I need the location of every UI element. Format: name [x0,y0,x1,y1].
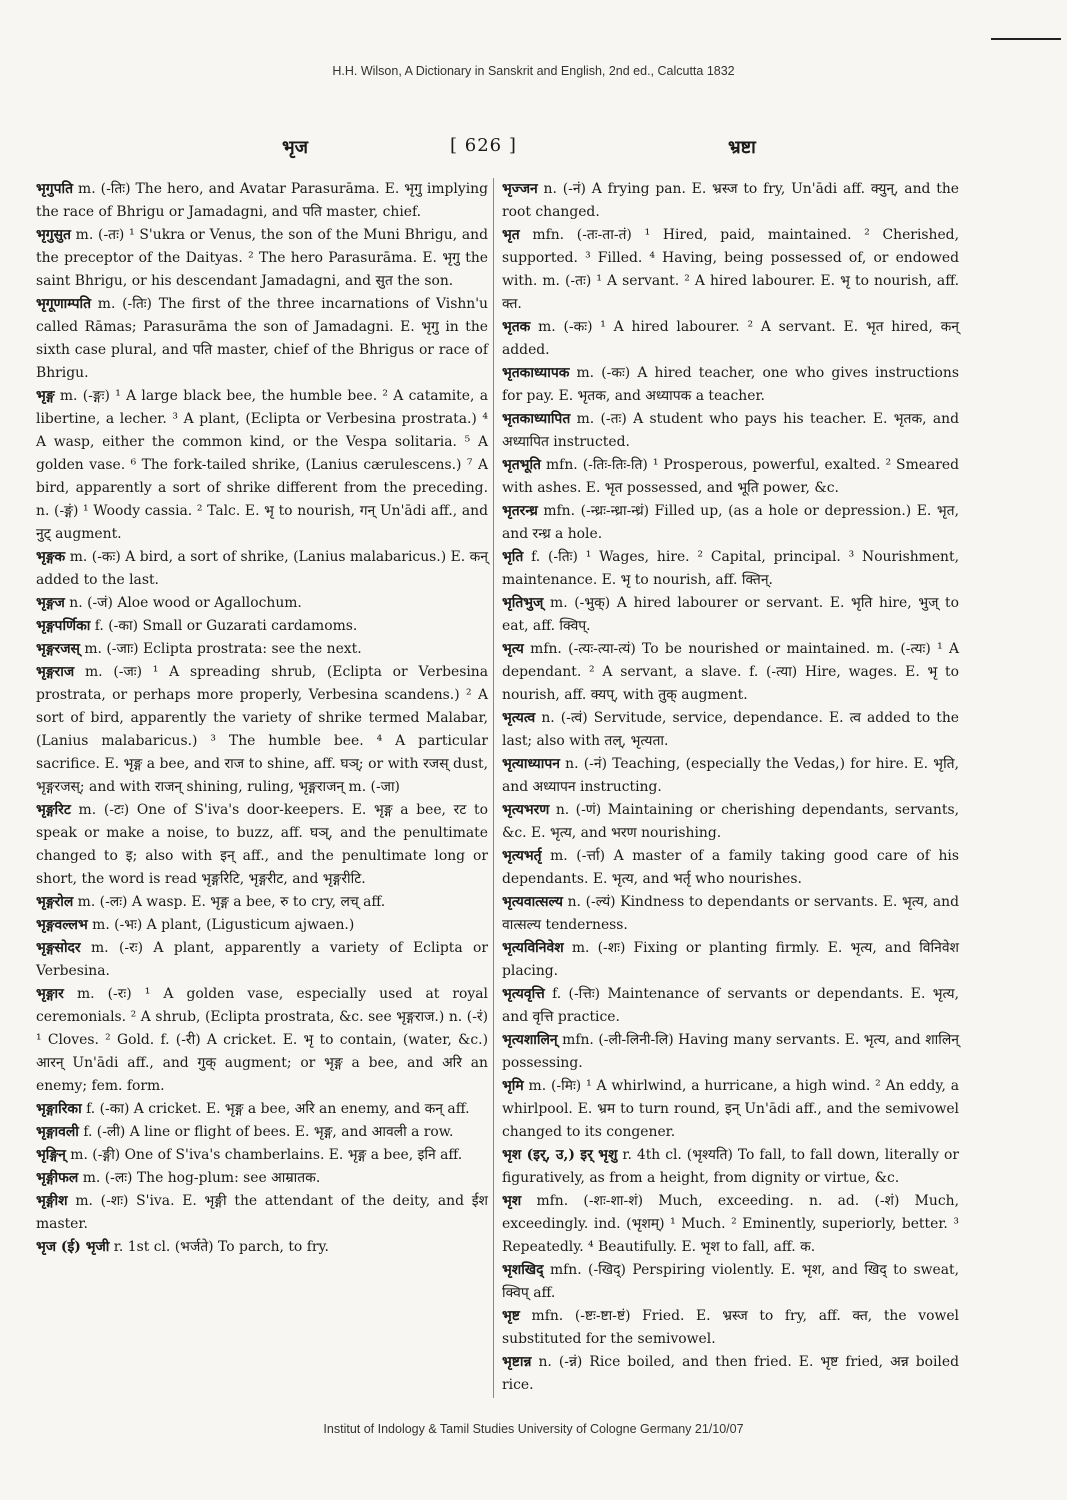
dictionary-entry [36,638,488,661]
entry-definition: m. (-ङ्गी) One of S'iva's chamberlains. E. भृङ्ग a bee, इनि aff. [65,1147,463,1163]
entry-headword: भृत्यवात्सल्य [502,894,563,910]
entry-headword: भृङ्गरजस् [36,641,80,657]
entry-definition: m. (-शः) S'iva. E. भृङ्गी the attendant of the deity, and ईश master. [36,1193,488,1232]
entry-definition: m. (-र्त्ता) A master of a family taking good care of his dependants. E. भृत्य, and भर्तृ who nourishes. [502,848,959,887]
entry-headword: भृङ्गिन् [36,1147,66,1163]
column-divider [493,178,494,1398]
entry-headword: भृङ्ग [36,388,55,404]
dictionary-entry [36,592,488,615]
entry-definition: f. (-तिः) ¹ Wages, hire. ² Capital, principal. ³ Nourishment, maintenance. E. भृ to nourish, aff. क्तिन्. [502,549,959,588]
entry-headword: भृङ्गार [36,986,64,1002]
entry-definition: n. (-त्वं) Servitude, service, dependance. E. त्व added to the last; also with तल्, भृत्यता. [502,710,959,749]
dictionary-entry [502,454,959,500]
entry-definition: m. (-कः) ¹ A hired labourer. ² A servant. E. भृत hired, कन् added. [502,319,959,358]
dictionary-entry [502,937,959,983]
entry-definition: mfn. (-खिद्) Perspiring violently. E. भृश, and खिद् to sweat, क्विप् aff. [502,1262,959,1301]
entry-headword: भृङ्गरिट [36,802,71,818]
entry-headword: भृगूणाम्पति [36,296,92,312]
entry-definition: m. (-तः) ¹ S'ukra or Venus, the son of the Muni Bhrigu, and the preceptor of the Daityas. ² The hero Parasurāma. E. भृगु the saint Bhrigu, or his descendant Jamadagni, and सुत the son. [36,227,488,289]
entry-headword: भृतकाध्यापित [502,411,571,427]
dictionary-entry [36,983,488,1098]
dictionary-entry [502,1305,959,1351]
entry-definition: m. (-भः) A plant, (Ligusticum ajwaen.) [87,917,355,933]
entry-headword: भृत्यत्व [502,710,536,726]
entry-definition: mfn. (-शः-शा-शं) Much, exceeding. n. ad. (-शं) Much, exceedingly. ind. (भृशम्) ¹ Much. ² Eminently, superiorly, better. ³ Repeatedly. ⁴ Beautifully. E. भृश to fall, aff. क. [502,1193,959,1255]
entry-headword: भृङ्गारिका [36,1101,82,1117]
dictionary-entry [502,983,959,1029]
dictionary-entry [36,615,488,638]
entry-definition: f. (-ली) A line or flight of bees. E. भृङ्ग, and आवली a row. [78,1124,454,1140]
dictionary-entry [36,293,488,385]
dictionary-entry [36,1121,488,1144]
right-headword: भ्रष्टा [728,137,756,158]
entry-definition: m. (-रः) A plant, apparently a variety of Eclipta or Verbesina. [36,940,488,979]
dictionary-entry [502,1190,959,1259]
entry-headword: भृत्यभरण [502,802,550,818]
entry-definition: n. (-जं) Aloe wood or Agallochum. [64,595,302,611]
entry-headword: भृत्यविनिवेश [502,940,564,956]
dictionary-entry [502,845,959,891]
entry-definition: n. (-नं) Teaching, (especially the Vedas,) for hire. E. भृति, and अध्यापन instructing. [502,756,959,795]
entry-headword: भृतिभुज् [502,595,544,611]
entry-headword: भृङ्गरोल [36,894,74,910]
dictionary-entry [502,799,959,845]
dictionary-entry [502,224,959,316]
dictionary-entry [502,891,959,937]
dictionary-entry [502,408,959,454]
entry-headword: भृङ्गक [36,549,66,565]
entry-headword: भृत्यशालिन् [502,1032,558,1048]
dictionary-entry [502,638,959,707]
entry-definition: m. (-जः) ¹ A spreading shrub, (Eclipta or Verbesina prostrata, or perhaps more properly, Verbesina scandens.) ² A sort of bird, apparently the variety of shrike termed Malabar, (Lanius malabaricus.) ³ The humble bee. ⁴ A particular sacrifice. E. भृङ्ग a bee, and राज to shine, aff. घञ्; or with रजस् dust, भृङ्गरजस्; and with राजन् shining, ruling, भृङ्गराजन् m. (-जा) [36,664,488,795]
footer-note: Institut of Indology & Tamil Studies University of Cologne Germany 21/10/07 [323,1422,744,1436]
entry-headword: भृङ्गीफल [36,1170,79,1186]
dictionary-entry [36,224,488,293]
entry-definition: n. (-न्नं) Rice boiled, and then fried. E. भृष्ट fried, अन्न boiled rice. [502,1354,959,1393]
entry-headword: भृमि [502,1078,524,1094]
dictionary-entry [502,500,959,546]
dictionary-entry [502,1259,959,1305]
dictionary-entry [502,753,959,799]
dictionary-entry [502,1029,959,1075]
entry-headword: भृगुसुत [36,227,71,243]
entry-headword: भृत्याध्यापन [502,756,560,772]
dictionary-entry [36,1098,488,1121]
entry-definition: mfn. (-तिः-तिः-ति) ¹ Prosperous, powerful, exalted. ² Smeared with ashes. E. भृत possessed, and भूति power, &c. [502,457,959,496]
entry-headword: भृष्टान्न [502,1354,532,1370]
dictionary-entry [36,937,488,983]
entry-headword: भृङ्गसोदर [36,940,81,956]
dictionary-entry [502,707,959,753]
entry-headword: भृतरन्ध्र [502,503,538,519]
entry-headword: भृङ्गीश [36,1193,68,1209]
entry-headword: भृति [502,549,524,565]
entry-definition: mfn. (-ष्टः-ष्टा-ष्टं) Fried. E. भ्रस्ज to fry, aff. क्त, the vowel substituted for the semivowel. [502,1308,959,1347]
dictionary-entry [502,1075,959,1144]
entry-definition: n. (-णं) Maintaining or cherishing dependants, servants, &c. E. भृत्य, and भरण nourishing. [502,802,959,841]
left-column [36,178,488,1259]
entry-definition: r. 1st cl. (भर्जते) To parch, to fry. [109,1239,329,1255]
entry-definition: m. (-तः) A student who pays his teacher. E. भृतक, and अध्यापित instructed. [502,411,959,450]
entry-definition: m. (-टः) One of S'iva's door-keepers. E. भृङ्ग a bee, रट to speak or make a noise, to buzz, aff. घञ्, and the penultimate changed to इ; also with इन् aff., and the penultimate long or short, the word is read भृङ्गरिटि, भृङ्गरीट, and भृङ्गरीटि. [36,802,488,887]
entry-definition: m. (-भुक्) A hired labourer or servant. E. भृति hire, भुज् to eat, aff. क्विप्. [502,595,959,634]
source-note: H.H. Wilson, A Dictionary in Sanskrit and English, 2nd ed., Calcutta 1832 [332,64,735,78]
entry-definition: f. (-त्तिः) Maintenance of servants or dependants. E. भृत्य, and वृत्ति practice. [502,986,959,1025]
entry-definition: n. (-ल्यं) Kindness to dependants or servants. E. भृत्य, and वात्सल्य tenderness. [502,894,959,933]
entry-headword: भृत्य [502,641,524,657]
entry-definition: m. (-मिः) ¹ A whirlwind, a hurricane, a high wind. ² An eddy, a whirlpool. E. भ्रम to turn round, इन् Un'ādi aff., and the semivowel changed to its congener. [502,1078,959,1140]
top-rule-mark [991,38,1061,40]
entry-definition: mfn. (-ली-लिनी-लि) Having many servants. E. भृत्य, and शालिन् possessing. [502,1032,959,1071]
page-number: [ 626 ] [450,135,517,156]
entry-headword: भृतकाध्यापक [502,365,570,381]
entry-definition: f. (-का) A cricket. E. भृङ्ग a bee, अरि an enemy, and कन् aff. [81,1101,470,1117]
entry-headword: भृङ्गावली [36,1124,79,1140]
entry-headword: भृङ्गपर्णिका [36,618,91,634]
entry-definition: mfn. (-तः-ता-तं) ¹ Hired, paid, maintained. ² Cherished, supported. ³ Filled. ⁴ Having, being possessed of, or endowed with. m. (-तः) ¹ A servant. ² A hired labourer. E. भृ to nourish, aff. क्त. [502,227,959,312]
entry-definition: m. (-रः) ¹ A golden vase, especially used at royal ceremonials. ² A shrub, (Eclipta prostrata, &c. see भृङ्गराज.) n. (-रं) ¹ Cloves. ² Gold. f. (-री) A cricket. E. भृ to contain, (water, &c.) आरन् Un'ādi aff., and गुक् augment; or भृङ्ग a bee, and अरि an enemy; fem. form. [36,986,488,1094]
dictionary-entry [36,385,488,546]
dictionary-entry [502,316,959,362]
entry-definition: m. (-जाः) Eclipta prostrata: see the next. [79,641,362,657]
entry-definition: m. (-तिः) The hero, and Avatar Parasurāma. E. भृगु implying the race of Bhrigu or Jamadagni, and पति master, chief. [36,181,488,220]
entry-headword: भृतभूति [502,457,541,473]
entry-headword: भृङ्गज [36,595,65,611]
entry-headword: भृश (इर्, उ,) इर् भृशु [502,1147,618,1163]
dictionary-entry [36,1190,488,1236]
entry-headword: भृतक [502,319,531,335]
dictionary-entry [36,1144,488,1167]
right-column [502,178,959,1397]
entry-headword: भृत [502,227,520,243]
dictionary-entry [502,546,959,592]
entry-definition: m. (-तिः) The first of the three incarnations of Vishn'u called Rāmas; Parasurāma the son of Jamadagni. E. भृगु in the sixth case plural, and पति master, chief of the Bhrigus or race of Bhrigu. [36,296,488,381]
entry-definition: m. (-शः) Fixing or planting firmly. E. भृत्य, and विनिवेश placing. [502,940,959,979]
entry-definition: m. (-कः) A hired teacher, one who gives instructions for pay. E. भृतक, and अध्यापक a teacher. [502,365,959,404]
entry-headword: भृशखिद् [502,1262,544,1278]
dictionary-entry [36,178,488,224]
entry-definition: mfn. (-न्ध्रः-न्ध्रा-न्ध्रं) Filled up, (as a hole or depression.) E. भृत, and रन्ध्र a hole. [502,503,959,542]
dictionary-entry [36,546,488,592]
dictionary-entry [502,1351,959,1397]
page-header [0,135,1067,161]
entry-headword: भृज्जन [502,181,538,197]
entry-definition: r. 4th cl. (भृश्यति) To fall, to fall down, literally or figuratively, as from a height, from dignity or virtue, &c. [502,1147,960,1186]
entry-headword: भृष्ट [502,1308,520,1324]
entry-headword: भृङ्गवल्लभ [36,917,88,933]
dictionary-entry [502,362,959,408]
entry-definition: m. (-ङ्गः) ¹ A large black bee, the humble bee. ² A catamite, a libertine, a lecher. ³ A plant, (Eclipta or Verbesina prostrata.) ⁴ A wasp, either the common kind, or the Vespa solitaria. ⁵ A golden vase. ⁶ The fork-tailed shrike, (Lanius cærulescens.) ⁷ A bird, apparently a sort of shrike different from the preceding. n. (-ङ्गं) ¹ Woody cassia. ² Talc. E. भृ to nourish, गन् Un'ādi aff., and नुट् augment. [36,388,488,542]
entry-headword: भृत्यवृत्ति [502,986,545,1002]
dictionary-entry [36,1167,488,1190]
entry-headword: भृगुपति [36,181,73,197]
entry-headword: भृश [502,1193,522,1209]
entry-headword: भृत्यभर्तृ [502,848,542,864]
dictionary-entry [502,178,959,224]
dictionary-entry [36,1236,488,1259]
entry-definition: f. (-का) Small or Guzarati cardamoms. [90,618,358,634]
left-headword: भृज [282,137,309,158]
dictionary-entry [502,592,959,638]
dictionary-entry [36,799,488,891]
entry-headword: भृङ्गराज [36,664,75,680]
dictionary-entry [36,891,488,914]
entry-definition: n. (-नं) A frying pan. E. भ्रस्ज to fry, Un'ādi aff. क्युन्, and the root changed. [502,181,959,220]
entry-headword: भृज (ई) भृजी [36,1239,110,1255]
entry-definition: m. (-लः) The hog-plum: see आम्रातक. [78,1170,321,1186]
dictionary-entry [36,914,488,937]
entry-definition: m. (-कः) A bird, a sort of shrike, (Lanius malabaricus.) E. कन् added to the last. [36,549,488,588]
dictionary-entry [502,1144,959,1190]
entry-definition: mfn. (-त्यः-त्या-त्यं) To be nourished or maintained. m. (-त्यः) ¹ A dependant. ² A servant, a slave. f. (-त्या) Hire, wages. E. भृ to nourish, aff. क्यप्, with तुक् augment. [502,641,959,703]
entry-definition: m. (-लः) A wasp. E. भृङ्ग a bee, रु to cry, लच् aff. [73,894,386,910]
dictionary-entry [36,661,488,799]
